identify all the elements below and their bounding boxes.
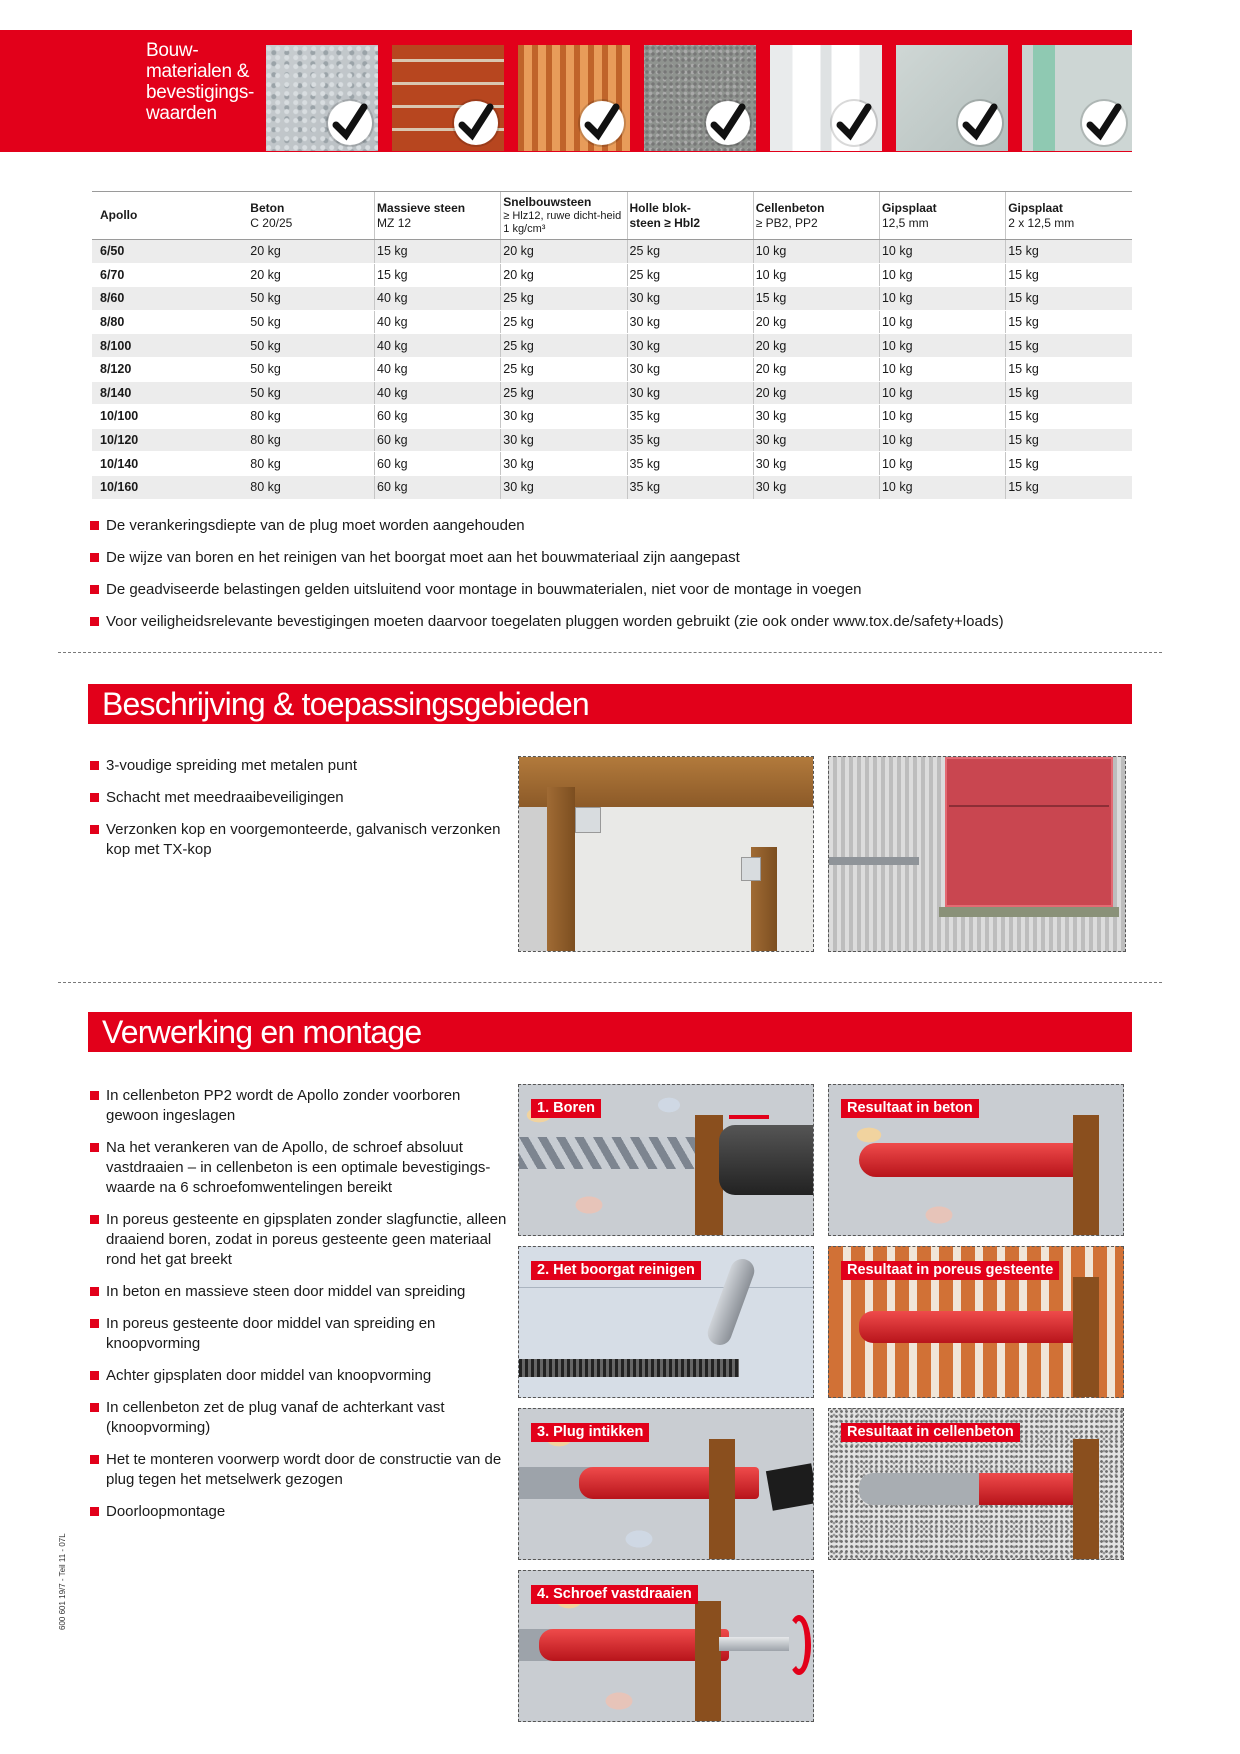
step-image-drilling xyxy=(518,1084,814,1236)
table-row xyxy=(92,381,1132,405)
table-cell: 30 kg xyxy=(627,381,753,405)
table-cell: 20 kg xyxy=(248,240,374,264)
header-title-line: waarden xyxy=(146,103,217,124)
table-row xyxy=(92,240,1132,264)
header-title-line: Bouw- xyxy=(146,40,199,61)
table-cell: 80 kg xyxy=(248,452,374,476)
list-item: In beton en massieve steen door middel van spreiding xyxy=(90,1282,510,1302)
table-cell: 15 kg xyxy=(1006,287,1132,311)
list-item: 3-voudige spreiding met metalen punt xyxy=(90,756,510,776)
material-hollow-block-image xyxy=(644,45,756,151)
table-row xyxy=(92,263,1132,287)
check-icon xyxy=(454,101,498,145)
row-label: 8/140 xyxy=(92,381,248,405)
divider xyxy=(58,982,1162,983)
application-photo-wooden-beam xyxy=(518,756,814,952)
list-item: Achter gipsplaten door middel van knoopvorming xyxy=(90,1366,510,1386)
table-cell: 40 kg xyxy=(375,287,501,311)
material-aerated-concrete-image xyxy=(770,45,882,151)
divider xyxy=(58,652,1162,653)
table-cell: 35 kg xyxy=(627,475,753,499)
table-cell: 40 kg xyxy=(375,381,501,405)
table-cell: 80 kg xyxy=(248,405,374,429)
table-cell: 15 kg xyxy=(375,240,501,264)
table-cell: 15 kg xyxy=(1006,310,1132,334)
check-icon xyxy=(580,101,624,145)
table-row xyxy=(92,287,1132,311)
step-image-tapping-plug xyxy=(518,1408,814,1560)
table-cell: 30 kg xyxy=(627,310,753,334)
table-cell: 10 kg xyxy=(879,334,1005,358)
table-cell: 30 kg xyxy=(501,475,627,499)
table-row xyxy=(92,334,1132,358)
check-icon xyxy=(832,101,876,145)
list-item: De geadviseerde belastingen gelden uitsluitend voor montage in bouwmaterialen, niet voor de montage in voegen xyxy=(90,580,1130,600)
notes-list xyxy=(90,516,1130,644)
check-icon xyxy=(958,101,1002,145)
step-image-tightening-screw xyxy=(518,1570,814,1722)
row-label: 10/160 xyxy=(92,475,248,499)
table-cell: 10 kg xyxy=(879,310,1005,334)
description-list xyxy=(90,756,510,872)
row-label: 8/60 xyxy=(92,287,248,311)
list-item: In cellenbeton PP2 wordt de Apollo zonder voorboren gewoon ingeslagen xyxy=(90,1086,510,1126)
table-cell: 15 kg xyxy=(1006,240,1132,264)
load-values-table xyxy=(92,191,1132,500)
table-cell: 20 kg xyxy=(248,263,374,287)
rotate-arrow-icon xyxy=(787,1615,811,1675)
material-concrete-image xyxy=(266,45,378,151)
table-cell: 25 kg xyxy=(627,240,753,264)
column-header-gipsplaat: Gipsplaat 12,5 mm xyxy=(879,192,1005,240)
row-label: 10/120 xyxy=(92,428,248,452)
processing-list xyxy=(90,1086,510,1534)
table-cell: 60 kg xyxy=(375,428,501,452)
column-header-beton: Beton C 20/25 xyxy=(248,192,374,240)
table-row xyxy=(92,428,1132,452)
table-cell: 20 kg xyxy=(753,357,879,381)
column-header-apollo: Apollo xyxy=(92,192,248,240)
table-cell: 15 kg xyxy=(753,287,879,311)
table-cell: 15 kg xyxy=(1006,381,1132,405)
section-title-processing: Verwerking en montage xyxy=(88,1012,1132,1052)
table-cell: 20 kg xyxy=(753,381,879,405)
table-cell: 25 kg xyxy=(627,263,753,287)
table-row xyxy=(92,357,1132,381)
table-cell: 50 kg xyxy=(248,381,374,405)
table-cell: 20 kg xyxy=(753,334,879,358)
table-cell: 60 kg xyxy=(375,475,501,499)
column-header-massieve-steen: Massieve steen MZ 12 xyxy=(375,192,501,240)
table-cell: 60 kg xyxy=(375,452,501,476)
table-cell: 10 kg xyxy=(879,381,1005,405)
table-cell: 30 kg xyxy=(753,452,879,476)
table-row xyxy=(92,452,1132,476)
section-title-description: Beschrijving & toepassingsgebieden xyxy=(88,684,1132,724)
table-cell: 25 kg xyxy=(501,381,627,405)
list-item: Na het verankeren van de Apollo, de schroef absoluut vastdraaien – in cellenbeton is een optimale bevestigings-waarde na 6 schroefomwentelingen bereikt xyxy=(90,1138,510,1198)
table-cell: 15 kg xyxy=(1006,452,1132,476)
check-icon xyxy=(706,101,750,145)
step-label: Resultaat in cellenbeton xyxy=(841,1423,1020,1442)
table-cell: 30 kg xyxy=(753,428,879,452)
table-cell: 25 kg xyxy=(501,334,627,358)
table-cell: 35 kg xyxy=(627,405,753,429)
table-cell: 20 kg xyxy=(501,240,627,264)
row-label: 8/120 xyxy=(92,357,248,381)
material-brick-image xyxy=(392,45,504,151)
table-cell: 15 kg xyxy=(1006,475,1132,499)
table-cell: 25 kg xyxy=(501,357,627,381)
column-header-holle-bloksteen: Holle blok- steen ≥ Hbl2 xyxy=(627,192,753,240)
table-cell: 10 kg xyxy=(879,452,1005,476)
table-cell: 35 kg xyxy=(627,452,753,476)
list-item: In cellenbeton zet de plug vanaf de achterkant vast (knoopvorming) xyxy=(90,1398,510,1438)
table-cell: 40 kg xyxy=(375,310,501,334)
table-cell: 60 kg xyxy=(375,405,501,429)
table-cell: 10 kg xyxy=(753,263,879,287)
list-item: Schacht met meedraaibeveiligingen xyxy=(90,788,510,808)
step-image-cleaning-borehole xyxy=(518,1246,814,1398)
table-cell: 10 kg xyxy=(879,405,1005,429)
table-cell: 40 kg xyxy=(375,357,501,381)
column-header-cellenbeton: Cellenbeton ≥ PB2, PP2 xyxy=(753,192,879,240)
table-cell: 20 kg xyxy=(501,263,627,287)
row-label: 6/70 xyxy=(92,263,248,287)
row-label: 10/100 xyxy=(92,405,248,429)
table-cell: 30 kg xyxy=(753,475,879,499)
table-cell: 10 kg xyxy=(879,287,1005,311)
list-item: Verzonken kop en voorgemonteerde, galvanisch verzonken kop met TX-kop xyxy=(90,820,510,860)
table-row xyxy=(92,310,1132,334)
table-cell: 10 kg xyxy=(753,240,879,264)
table-cell: 15 kg xyxy=(1006,357,1132,381)
row-label: 8/100 xyxy=(92,334,248,358)
list-item: In poreus gesteente en gipsplaten zonder slagfunctie, alleen draaiend boren, zodat in poreus gesteente geen materiaal rond het gat breekt xyxy=(90,1210,510,1270)
result-image-porous-stone xyxy=(828,1246,1124,1398)
table-cell: 50 kg xyxy=(248,334,374,358)
step-label: 1. Boren xyxy=(531,1099,601,1118)
result-image-concrete xyxy=(828,1084,1124,1236)
table-cell: 35 kg xyxy=(627,428,753,452)
application-photo-kitchen-cabinet xyxy=(828,756,1126,952)
table-cell: 80 kg xyxy=(248,475,374,499)
step-label: Resultaat in poreus gesteente xyxy=(841,1261,1059,1280)
step-label: Resultaat in beton xyxy=(841,1099,979,1118)
list-item: Het te monteren voorwerp wordt door de constructie van de plug tegen het metselwerk gezogen xyxy=(90,1450,510,1490)
header-title-line: bevestigings- xyxy=(146,82,255,103)
list-item: De wijze van boren en het reinigen van het boorgat moet aan het bouwmateriaal zijn aangepast xyxy=(90,548,1130,568)
table-cell: 15 kg xyxy=(375,263,501,287)
document-code: 600 601 19/7 - Teil 11 - 07L xyxy=(58,1533,67,1630)
material-double-plasterboard-image xyxy=(1022,45,1132,151)
table-cell: 10 kg xyxy=(879,240,1005,264)
column-header-snelbouwsteen: Snelbouwsteen ≥ Hlz12, ruwe dicht-heid 1 kg/cm³ xyxy=(501,192,627,240)
header-title xyxy=(146,40,256,124)
list-item: Doorloopmontage xyxy=(90,1502,510,1522)
table-cell: 10 kg xyxy=(879,475,1005,499)
column-header-gipsplaat-dubbel: Gipsplaat 2 x 12,5 mm xyxy=(1006,192,1132,240)
row-label: 8/80 xyxy=(92,310,248,334)
check-icon xyxy=(1082,101,1126,145)
row-label: 10/140 xyxy=(92,452,248,476)
table-cell: 40 kg xyxy=(375,334,501,358)
list-item: Voor veiligheidsrelevante bevestigingen moeten daarvoor toegelaten pluggen worden gebruikt (zie ook onder www.tox.de/safety+loads) xyxy=(90,612,1130,632)
table-cell: 10 kg xyxy=(879,428,1005,452)
list-item: De verankeringsdiepte van de plug moet worden aangehouden xyxy=(90,516,1130,536)
table-cell: 25 kg xyxy=(501,310,627,334)
table-row xyxy=(92,475,1132,499)
table-cell: 30 kg xyxy=(753,405,879,429)
table-cell: 10 kg xyxy=(879,357,1005,381)
table-cell: 10 kg xyxy=(879,263,1005,287)
table-cell: 50 kg xyxy=(248,310,374,334)
table-cell: 15 kg xyxy=(1006,428,1132,452)
step-label: 3. Plug intikken xyxy=(531,1423,649,1442)
table-cell: 15 kg xyxy=(1006,263,1132,287)
row-label: 6/50 xyxy=(92,240,248,264)
table-cell: 20 kg xyxy=(753,310,879,334)
table-cell: 50 kg xyxy=(248,287,374,311)
table-cell: 15 kg xyxy=(1006,405,1132,429)
step-label: 2. Het boorgat reinigen xyxy=(531,1261,701,1280)
table-cell: 80 kg xyxy=(248,428,374,452)
table-cell: 30 kg xyxy=(627,357,753,381)
material-perforated-brick-image xyxy=(518,45,630,151)
table-cell: 30 kg xyxy=(501,428,627,452)
table-cell: 25 kg xyxy=(501,287,627,311)
step-label: 4. Schroef vastdraaien xyxy=(531,1585,698,1604)
list-item: In poreus gesteente door middel van spreiding en knoopvorming xyxy=(90,1314,510,1354)
table-cell: 30 kg xyxy=(501,452,627,476)
table-cell: 30 kg xyxy=(627,334,753,358)
header-title-line: materialen & xyxy=(146,61,250,82)
table-cell: 30 kg xyxy=(501,405,627,429)
table-cell: 50 kg xyxy=(248,357,374,381)
table-cell: 30 kg xyxy=(627,287,753,311)
table-row xyxy=(92,405,1132,429)
result-image-aerated-concrete xyxy=(828,1408,1124,1560)
material-plasterboard-image xyxy=(896,45,1008,151)
table-header-row xyxy=(92,192,1132,240)
check-icon xyxy=(328,101,372,145)
table-cell: 15 kg xyxy=(1006,334,1132,358)
